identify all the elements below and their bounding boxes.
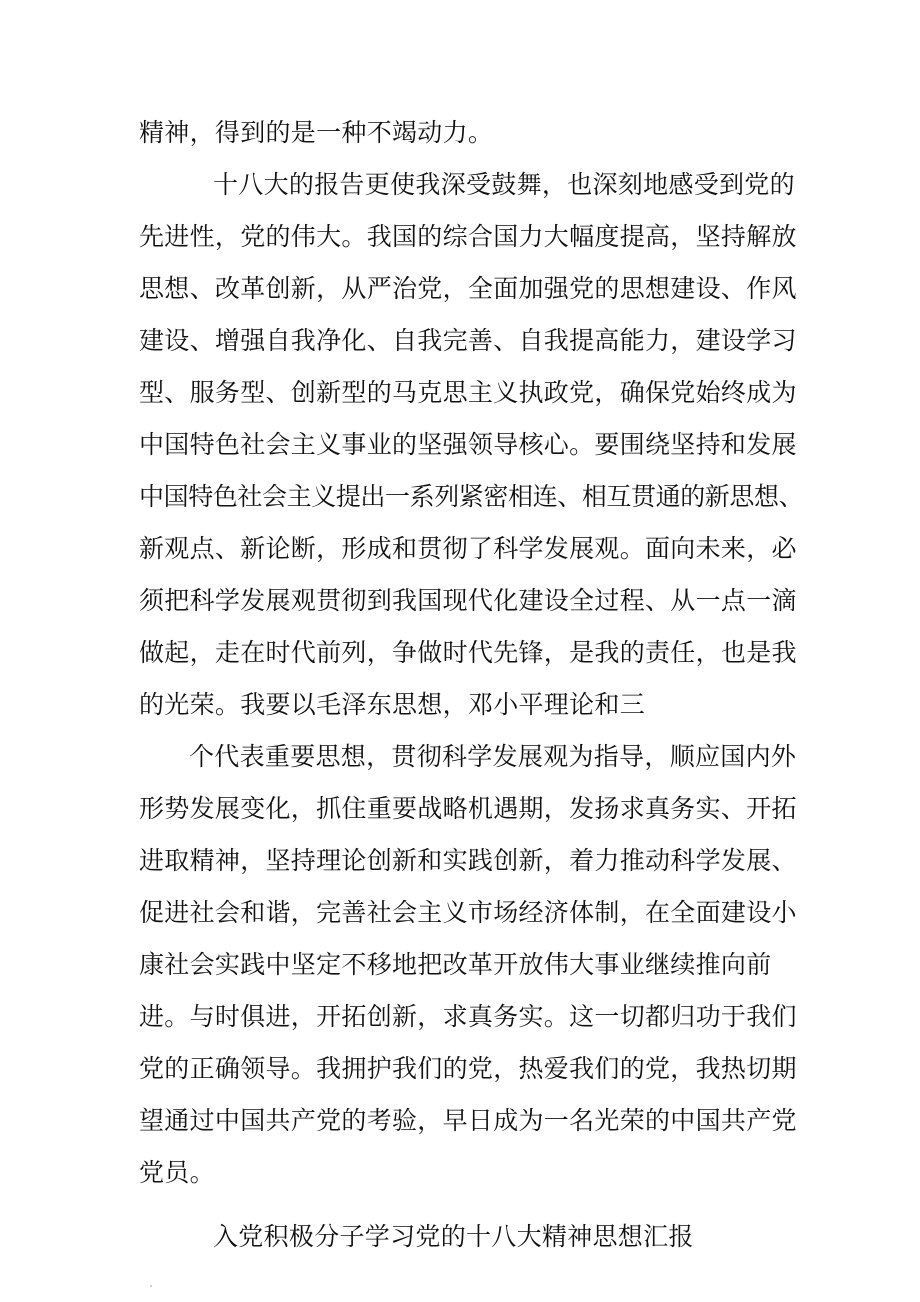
text-line: 进。与时俱进，开拓创新，求真务实。这一切都归功于我们: [139, 1002, 797, 1031]
text-line: 中国特色社会主义提出一系列紧密相连、相互贯通的新思想、: [139, 482, 804, 511]
text-line: 思想、改革创新，从严治党，全面加强党的思想建设、作风: [139, 274, 797, 303]
text-line: 先进性，党的伟大。我国的综合国力大幅度提高，坚持解放: [139, 222, 797, 251]
text-line: 进取精神，坚持理论创新和实践创新，着力推动科学发展、: [139, 846, 797, 875]
text-line: 中国特色社会主义事业的坚强领导核心。要围绕坚持和发展: [139, 430, 797, 459]
text-line: 新观点、新论断，形成和贯彻了科学发展观。面向未来，必: [139, 534, 797, 563]
text-line: 建设、增强自我净化、自我完善、自我提高能力，建设学习: [139, 326, 797, 355]
text-line: 党员。: [139, 1158, 215, 1187]
text-line: 型、服务型、创新型的马克思主义执政党，确保党始终成为: [139, 378, 797, 407]
text-line: 望通过中国共产党的考验，早日成为一名光荣的中国共产党: [139, 1106, 797, 1135]
text-line: 的光荣。我要以毛泽东思想，邓小平理论和三: [139, 690, 646, 719]
text-line: 须把科学发展观贯彻到我国现代化建设全过程、从一点一滴: [139, 586, 797, 615]
section-title: 入党积极分子学习党的十八大精神思想汇报: [213, 1222, 694, 1251]
text-line: 促进社会和谐，完善社会主义市场经济体制，在全面建设小: [139, 898, 797, 927]
text-line: 形势发展变化，抓住重要战略机遇期，发扬求真务实、开拓: [139, 794, 797, 823]
text-line: 康社会实践中坚定不移地把改革开放伟大事业继续推向前: [139, 950, 772, 979]
text-line: 个代表重要思想，贯彻科学发展观为指导，顺应国内外: [189, 742, 797, 771]
text-line: 做起，走在时代前列，争做时代先锋，是我的责任，也是我: [139, 638, 797, 667]
scan-speck: [150, 1285, 152, 1287]
text-line: 十八大的报告更使我深受鼓舞，也深刻地感受到党的: [213, 170, 795, 199]
text-line: 党的正确领导。我拥护我们的党，热爱我们的党，我热切期: [139, 1054, 797, 1083]
text-line: 精神，得到的是一种不竭动力。: [139, 118, 494, 147]
